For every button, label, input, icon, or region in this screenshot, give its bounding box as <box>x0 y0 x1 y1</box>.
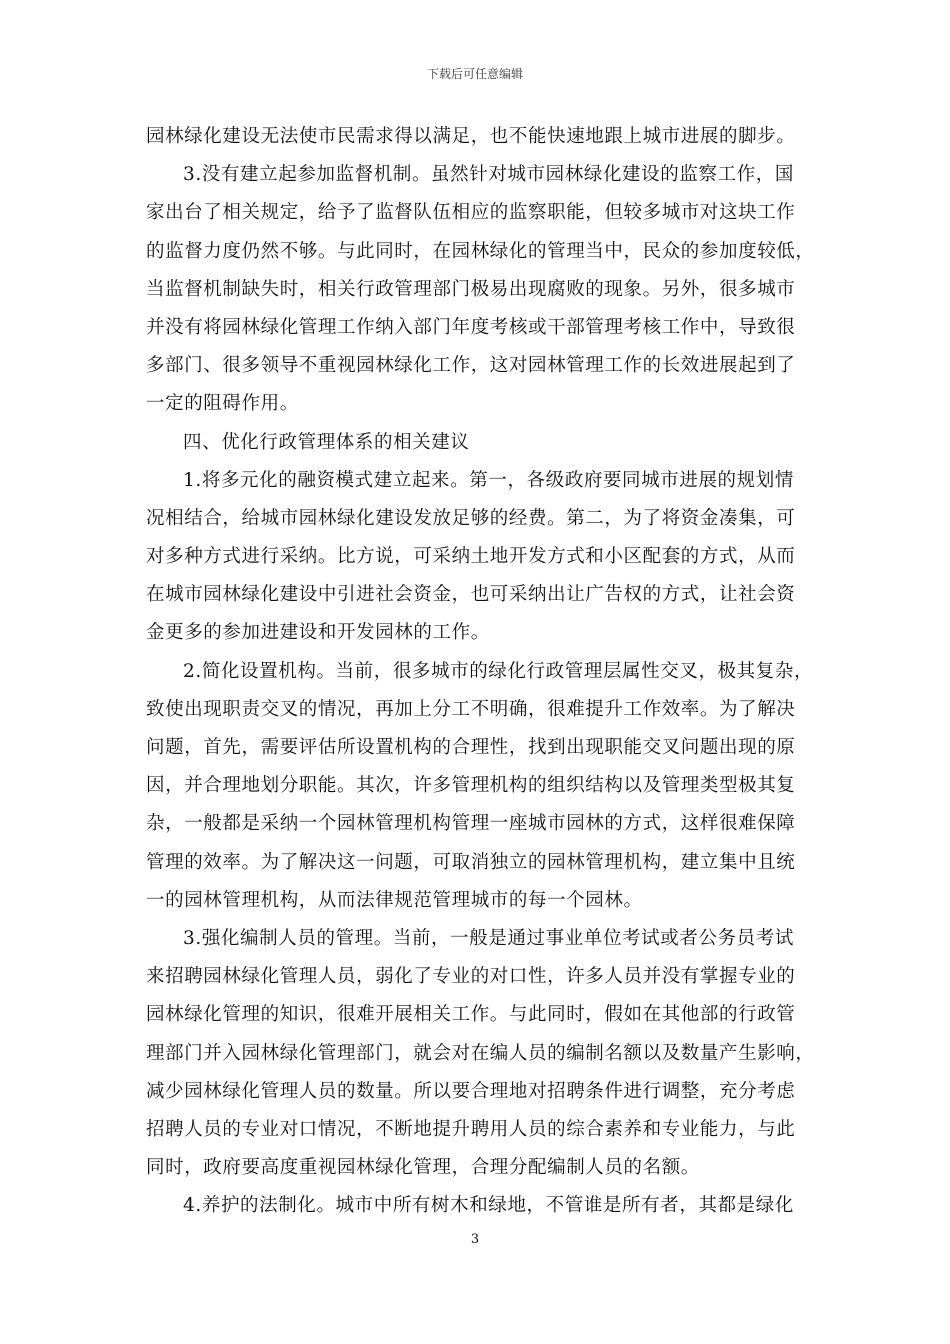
text-line: 杂，一般都是采纳一个园林管理机构管理一座城市园林的方式，这样很难保障 <box>146 813 796 835</box>
text-line: 园林绿化建设无法使市民需求得以满足，也不能快速地跟上城市进展的脚步。 <box>146 126 796 147</box>
text-line: 3.强化编制人员的管理。当前，一般是通过事业单位考试或者公务员考试 <box>183 927 794 949</box>
text-line: 减少园林绿化管理人员的数量。所以要合理地对招聘条件进行调整，充分考虑 <box>146 1080 796 1102</box>
text-line: 同时，政府要高度重视园林绿化管理，合理分配编制人员的名额。 <box>146 1157 700 1179</box>
text-line: 管理的效率。为了解决这一问题，可取消独立的园林管理机构，建立集中且统 <box>146 851 796 873</box>
text-line: 的监督力度仍然不够。与此同时，在园林绿化的管理当中，民众的参加度较低， <box>146 240 815 262</box>
document-body <box>146 118 815 1225</box>
text-line: 多部门、很多领导不重视园林绿化工作，这对园林管理工作的长效进展起到了 <box>146 355 796 377</box>
text-line: 因，并合理地划分职能。其次，许多管理机构的组织结构以及管理类型极其复 <box>146 775 796 797</box>
text-line: 况相结合，给城市园林绿化建设发放足够的经费。第二，为了将资金凑集，可 <box>146 507 796 529</box>
text-line: 致使出现职责交叉的情况，再加上分工不明确，很难提升工作效率。为了解决 <box>146 698 796 720</box>
text-line: 一定的阻碍作用。 <box>146 393 299 415</box>
text-line: 理部门并入园林绿化管理部门，就会对在编人员的编制名额以及数量产生影响， <box>146 1042 815 1064</box>
text-line: 金更多的参加进建设和开发园林的工作。 <box>146 622 490 644</box>
text-line: 2.简化设置机构。当前，很多城市的绿化行政管理层属性交叉，极其复杂， <box>183 660 814 682</box>
text-line: 家出台了相关规定，给予了监督队伍相应的监察职能，但较多城市对这块工作 <box>146 202 796 224</box>
text-line: 1.将多元化的融资模式建立起来。第一，各级政府要同城市进展的规划情 <box>183 469 794 491</box>
page-header-note: 下载后可任意编辑 <box>426 67 523 81</box>
text-line: 招聘人员的专业对口情况，不断地提升聘用人员的综合素养和专业能力，与此 <box>146 1118 796 1140</box>
text-line: 当监督机制缺失时，相关行政管理部门极易出现腐败的现象。另外，很多城市 <box>146 278 796 300</box>
text-line: 园林绿化管理的知识，很难开展相关工作。与此同时，假如在其他部的行政管 <box>146 1004 796 1026</box>
text-line: 对多种方式进行采纳。比方说，可采纳土地开发方式和小区配套的方式，从而 <box>146 546 796 568</box>
text-line: 3.没有建立起参加监督机制。虽然针对城市园林绿化建设的监察工作，国 <box>183 164 794 186</box>
text-line: 4.养护的法制化。城市中所有树木和绿地，不管谁是所有者，其都是绿化 <box>183 1195 794 1217</box>
section-heading: 四、优化行政管理体系的相关建议 <box>183 431 470 453</box>
text-line: 来招聘园林绿化管理人员，弱化了专业的对口性，许多人员并没有掌握专业的 <box>146 966 796 988</box>
text-line: 一的园林管理机构，从而法律规范管理城市的每一个园林。 <box>146 889 643 911</box>
text-line: 并没有将园林绿化管理工作纳入部门年度考核或干部管理考核工作中，导致很 <box>146 316 796 338</box>
text-line: 问题，首先，需要评估所设置机构的合理性，找到出现职能交叉问题出现的原 <box>146 737 796 758</box>
page-number: 3 <box>470 1232 480 1247</box>
text-line: 在城市园林绿化建设中引进社会资金，也可采纳出让广告权的方式，让社会资 <box>146 584 796 606</box>
